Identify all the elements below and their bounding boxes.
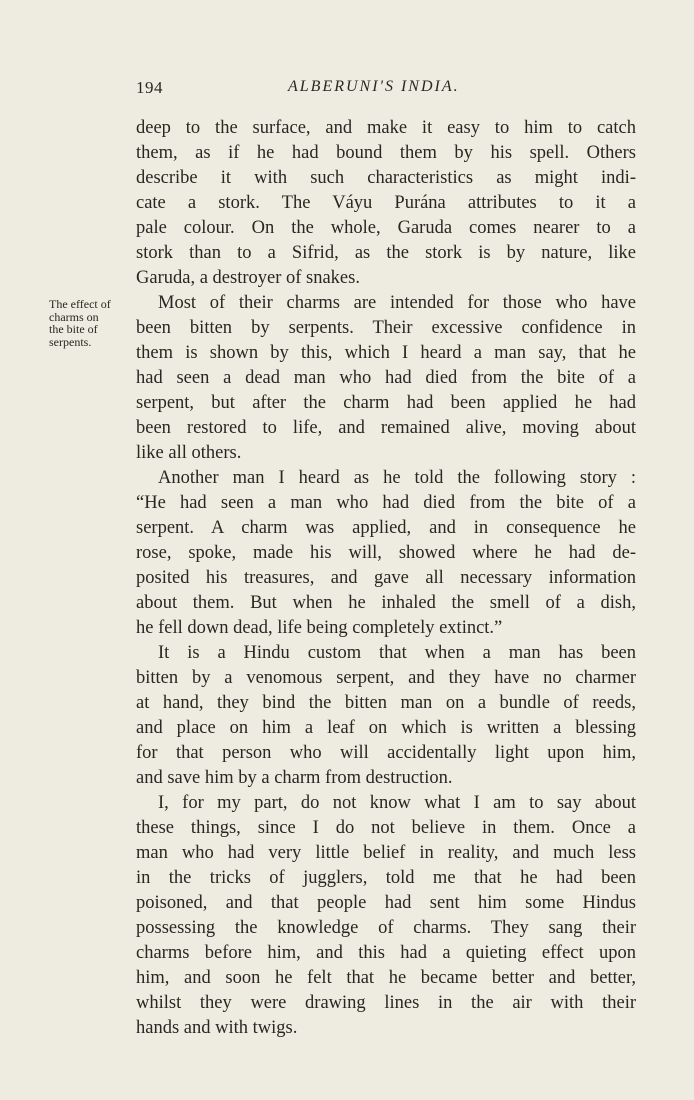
- text-line: been restored to life, and remained alive, moving about: [136, 418, 636, 438]
- text-line: and place on him a leaf on which is written a blessing: [136, 718, 636, 738]
- text-line: deep to the surface, and make it easy to him to catch: [136, 118, 636, 138]
- margin-note: [49, 298, 133, 348]
- text-line: and save him by a charm from destruction.: [136, 768, 453, 788]
- paragraph-start-line: It is a Hindu custom that when a man has been: [158, 643, 636, 663]
- text-line: in the tricks of jugglers, told me that he had been: [136, 868, 636, 888]
- text-line: Garuda, a destroyer of snakes.: [136, 268, 360, 288]
- page-header: [136, 78, 636, 104]
- text-line: stork than to a Sifrid, as the stork is by nature, like: [136, 243, 636, 263]
- text-line: them is shown by this, which I heard a man say, that he: [136, 343, 636, 363]
- page-number: 194: [136, 78, 163, 97]
- margin-note-line: The effect of: [49, 297, 111, 311]
- text-line: posited his treasures, and gave all necessary information: [136, 568, 636, 588]
- text-line: whilst they were drawing lines in the air with their: [136, 993, 636, 1013]
- text-line: man who had very little belief in reality, and much less: [136, 843, 636, 863]
- running-title: ALBERUNI'S INDIA.: [288, 78, 460, 95]
- paragraph-start-line: Most of their charms are intended for those who have: [158, 293, 636, 313]
- margin-note-line: charms on: [49, 309, 99, 324]
- text-line: he fell down dead, life being completely extinct.”: [136, 618, 503, 638]
- text-line: had seen a dead man who had died from the bite of a: [136, 368, 636, 388]
- text-line: about them. But when he inhaled the smell of a dish,: [136, 593, 636, 613]
- text-line: at hand, they bind the bitten man on a bundle of reeds,: [136, 693, 636, 713]
- text-line: cate a stork. The Váyu Purána attributes to it a: [136, 193, 636, 213]
- text-line: poisoned, and that people had sent him some Hindus: [136, 893, 636, 913]
- text-line: hands and with twigs.: [136, 1018, 298, 1038]
- text-line: like all others.: [136, 443, 242, 463]
- paragraph-start-line: I, for my part, do not know what I am to say about: [158, 793, 636, 813]
- text-line: possessing the knowledge of charms. They sang their: [136, 918, 636, 938]
- text-line: “He had seen a man who had died from the bite of a: [136, 493, 636, 513]
- text-line: pale colour. On the whole, Garuda comes nearer to a: [136, 218, 636, 238]
- text-line: them, as if he had bound them by his spell. Others: [136, 143, 636, 163]
- paragraph-start-line: Another man I heard as he told the following story :: [158, 468, 636, 488]
- text-line: describe it with such characteristics as might indi-: [136, 168, 636, 188]
- text-line: rose, spoke, made his will, showed where he had de-: [136, 543, 636, 563]
- text-line: serpent, but after the charm had been applied he had: [136, 393, 636, 413]
- text-line: been bitten by serpents. Their excessive confidence in: [136, 318, 636, 338]
- body-text: [136, 116, 636, 1041]
- margin-note-line: the bite of: [49, 322, 98, 336]
- margin-note-line: serpents.: [49, 334, 92, 349]
- text-line: charms before him, and this had a quieting effect upon: [136, 943, 636, 963]
- text-line: these things, since I do not believe in them. Once a: [136, 818, 636, 838]
- text-line: for that person who will accidentally light upon him,: [136, 743, 636, 763]
- text-line: bitten by a venomous serpent, and they have no charmer: [136, 668, 636, 688]
- text-line: him, and soon he felt that he became better and better,: [136, 968, 636, 988]
- text-line: serpent. A charm was applied, and in consequence he: [136, 518, 636, 538]
